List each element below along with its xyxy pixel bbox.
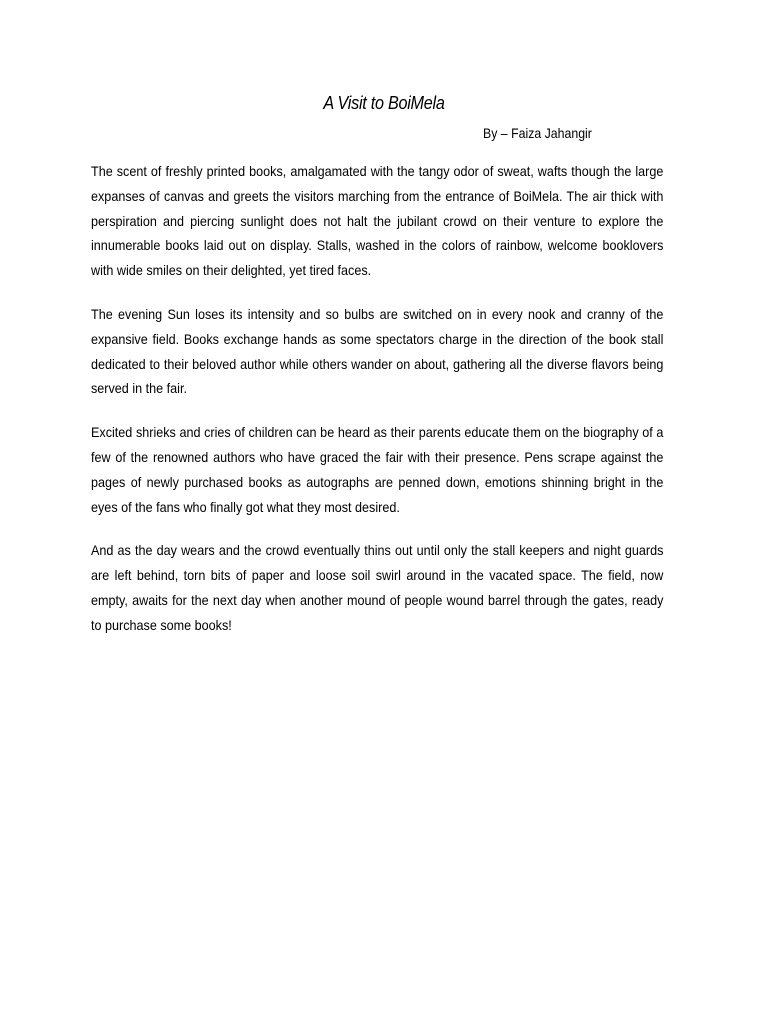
paragraph: Excited shrieks and cries of children can be heard as their parents educate them on the biography of a few of the renowned authors who have graced the fair with their presence. Pens scrape against the pages of newly purchased books as autographs are penned down, emotions shinning bright in the eyes of the fans who finally got what they most desired. [91,424,664,515]
author-byline: By – Faiza Jahangir [483,125,592,141]
paragraph: The evening Sun loses its intensity and so bulbs are switched on in every nook and cranny of the expansive field. Books exchange hands as some spectators charge in the direction of the book stall dedicated to their beloved author while others wander on about, gathering all the diverse flavors being served in the fair. [91,305,664,397]
document-title: A Visit to BoiMela [323,93,445,113]
paragraph: And as the day wears and the crowd eventually thins out until only the stall keepers and night guards are left behind, torn bits of paper and loose soil swirl around in the vacated space. The field, now empty, awaits for the next day when another mound of people wound barrel through the gates, ready to purchase some books! [91,542,664,633]
document-body [91,159,663,657]
paragraph: The scent of freshly printed books, amalgamated with the tangy odor of sweat, wafts though the large expanses of canvas and greets the visitors marching from the entrance of BoiMela. The air thick with perspiration and piercing sunlight does not halt the jubilant crowd on their venture to explore the innumerable books laid out on display. Stalls, washed in the colors of rainbow, welcome booklovers with wide smiles on their delighted, yet tired faces. [91,163,664,279]
